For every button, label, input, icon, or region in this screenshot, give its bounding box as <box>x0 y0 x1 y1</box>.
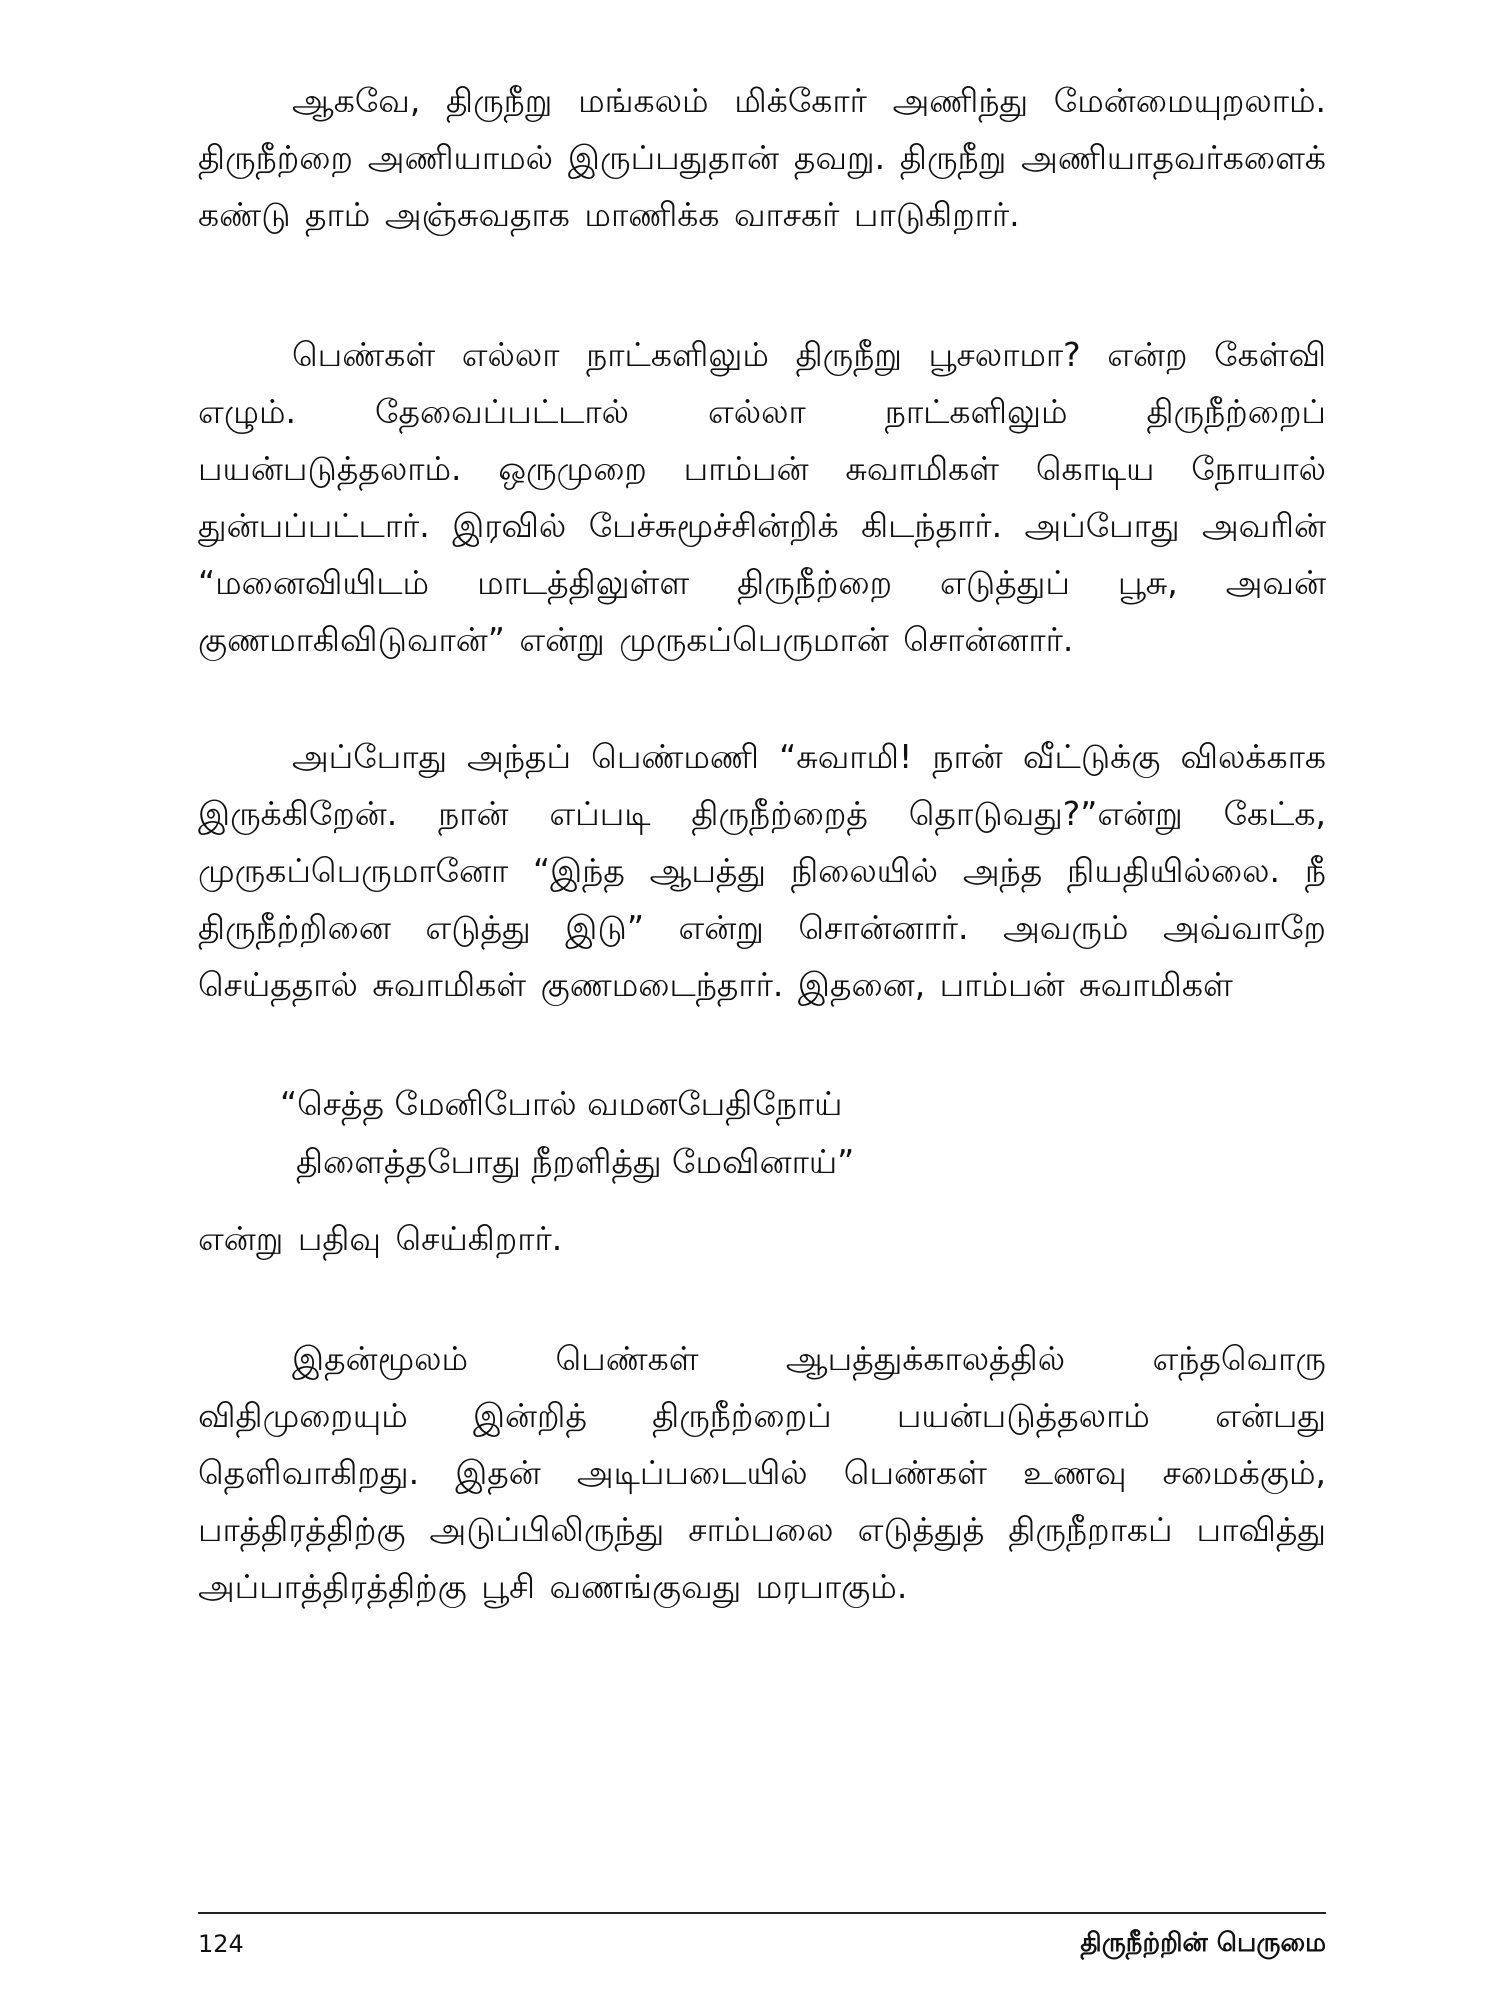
paragraph-2-container <box>198 326 1326 668</box>
paragraph-1-container <box>198 72 1326 243</box>
paragraph-3-container <box>198 728 1326 1013</box>
running-footer-title: திருநீற்றின் பெருமை <box>1080 1928 1326 1958</box>
footer-divider <box>198 1912 1326 1914</box>
paragraph-2: பெண்கள் எல்லா நாட்களிலும் திருநீறு பூசலாமா? என்ற கேள்வி எழும். தேவைப்பட்டால் எல்லா நாட்களிலும் திருநீற்றைப் பயன்படுத்தலாம். ஒருமுறை பாம்பன் சுவாமிகள் கொடிய நோயால் துன்பப்பட்டார். இரவில் பேச்சுமூச்சின்றிக் கிடந்தார். அப்போது அவரின் “மனைவியிடம் மாடத்திலுள்ள திருநீற்றை எடுத்துப் பூசு, அவன் குணமாகிவிடுவான்” என்று முருகப்பெருமான் சொன்னார். <box>198 335 1326 659</box>
verse-line-1: “செத்த மேனிபோல் வமனபேதிநோய் <box>280 1084 843 1123</box>
page-number: 124 <box>198 1930 244 1958</box>
paragraph-3: அப்போது அந்தப் பெண்மணி “சுவாமி! நான் வீட்டுக்கு விலக்காக இருக்கிறேன். நான் எப்படி திருநீற்றைத் தொடுவது?”என்று கேட்க, முருகப்பெருமானோ “இந்த ஆபத்து நிலையில் அந்த நியதியில்லை. நீ திருநீற்றினை எடுத்து இடு” என்று சொன்னார். அவரும் அவ்வாறே செய்ததால் சுவாமிகள் குணமடைந்தார். இதனை, பாம்பன் சுவாமிகள் <box>198 737 1326 1004</box>
paragraph-5: இதன்மூலம் பெண்கள் ஆபத்துக்காலத்தில் எந்தவொரு விதிமுறையும் இன்றித் திருநீற்றைப் பயன்படுத்தலாம் என்பது தெளிவாகிறது. இதன் அடிப்படையில் பெண்கள் உணவு சமைக்கும், பாத்திரத்திற்கு அடுப்பிலிருந்து சாம்பலை எடுத்துத் திருநீறாகப் பாவித்து அப்பாத்திரத்திற்கு பூசி வணங்குவது மரபாகும். <box>198 1339 1326 1606</box>
verse-quote <box>280 1075 1280 1191</box>
paragraph-4: என்று பதிவு செய்கிறார். <box>198 1219 563 1258</box>
paragraph-4-container <box>198 1210 1326 1267</box>
paragraph-5-container <box>198 1330 1326 1615</box>
verse-line-2: திளைத்தபோது நீறளித்து மேவினாய்” <box>296 1142 855 1181</box>
paragraph-1: ஆகவே, திருநீறு மங்கலம் மிக்கோர் அணிந்து மேன்மையுறலாம். திருநீற்றை அணியாமல் இருப்பதுதான் தவறு. திருநீறு அணியாதவர்களைக் கண்டு தாம் அஞ்சுவதாக மாணிக்க வாசகர் பாடுகிறார். <box>198 81 1326 234</box>
